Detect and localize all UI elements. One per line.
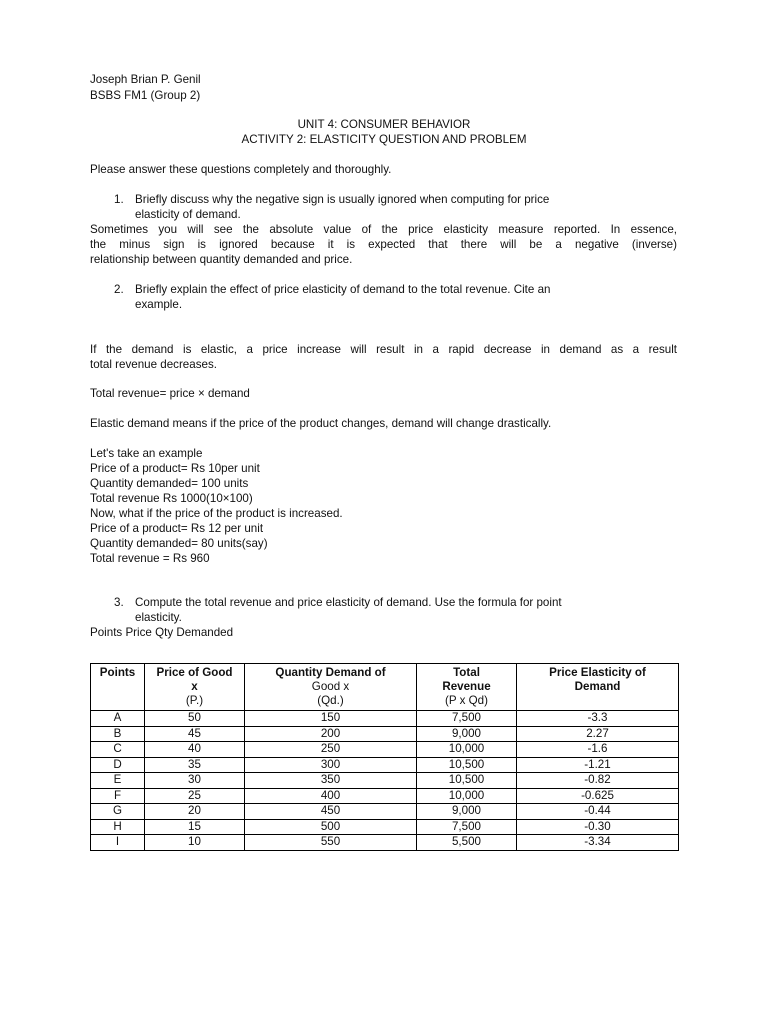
q2-line2: example. [135, 298, 183, 311]
example-line: Total revenue = Rs 960 [90, 552, 210, 565]
table-row [91, 773, 679, 789]
header-total-revenue: Total Revenue (P x Qd) [417, 664, 517, 711]
q1-number: 1. [114, 193, 124, 206]
cell-quantity: 500 [245, 819, 417, 835]
q2-number: 2. [114, 283, 124, 296]
table-row [91, 757, 679, 773]
table-row [91, 742, 679, 758]
example-line: Now, what if the price of the product is increased. [90, 507, 343, 520]
cell-price: 15 [145, 819, 245, 835]
cell-total-revenue: 10,000 [417, 788, 517, 804]
q2-answer-line1: If the demand is elastic, a price increase will result in a rapid decrease in demand as a result [90, 343, 677, 356]
instructions: Please answer these questions completely and thoroughly. [90, 163, 392, 176]
table-row [91, 726, 679, 742]
cell-total-revenue: 10,000 [417, 742, 517, 758]
table-header-row [91, 664, 679, 711]
cell-point: E [91, 773, 145, 789]
cell-quantity: 200 [245, 726, 417, 742]
header-elasticity: Price Elasticity of Demand [517, 664, 679, 711]
cell-quantity: 550 [245, 835, 417, 851]
cell-total-revenue: 10,500 [417, 757, 517, 773]
cell-price: 40 [145, 742, 245, 758]
cell-quantity: 450 [245, 804, 417, 820]
cell-elasticity: -1.21 [517, 757, 679, 773]
q1-answer-line2: the minus sign is ignored because it is expected that there will be a negative (inverse) [90, 238, 677, 251]
cell-point: I [91, 835, 145, 851]
cell-elasticity: -0.625 [517, 788, 679, 804]
cell-price: 25 [145, 788, 245, 804]
table-row [91, 788, 679, 804]
cell-elasticity: -3.3 [517, 711, 679, 727]
cell-point: C [91, 742, 145, 758]
header-points: Points [91, 664, 145, 711]
cell-quantity: 150 [245, 711, 417, 727]
q3-line1: Compute the total revenue and price elasticity of demand. Use the formula for point [135, 596, 562, 609]
q1-answer-line3: relationship between quantity demanded and price. [90, 253, 353, 266]
header-quantity: Quantity Demand of Good x (Qd.) [245, 664, 417, 711]
cell-price: 35 [145, 757, 245, 773]
elastic-note: Elastic demand means if the price of the product changes, demand will change drastically. [90, 417, 552, 430]
cell-price: 30 [145, 773, 245, 789]
table-caption: Points Price Qty Demanded [90, 626, 234, 639]
q1-answer-line1: Sometimes you will see the absolute value of the price elasticity measure reported. In essence, [90, 223, 677, 236]
cell-point: A [91, 711, 145, 727]
cell-elasticity: -0.30 [517, 819, 679, 835]
cell-price: 10 [145, 835, 245, 851]
cell-point: D [91, 757, 145, 773]
cell-point: G [91, 804, 145, 820]
revenue-formula: Total revenue= price × demand [90, 387, 250, 400]
cell-elasticity: -0.44 [517, 804, 679, 820]
header-price: Price of Good x (P.) [145, 664, 245, 711]
cell-total-revenue: 9,000 [417, 804, 517, 820]
cell-point: F [91, 788, 145, 804]
unit-title: UNIT 4: CONSUMER BEHAVIOR [297, 118, 471, 131]
example-line: Quantity demanded= 80 units(say) [90, 537, 268, 550]
cell-quantity: 350 [245, 773, 417, 789]
table-row [91, 804, 679, 820]
cell-total-revenue: 7,500 [417, 711, 517, 727]
cell-elasticity: -1.6 [517, 742, 679, 758]
author-name: Joseph Brian P. Genil [90, 73, 201, 86]
q1-line1: Briefly discuss why the negative sign is usually ignored when computing for price [135, 193, 550, 206]
q2-line1: Briefly explain the effect of price elasticity of demand to the total revenue. Cite an [135, 283, 551, 296]
example-line: Total revenue Rs 1000(10×100) [90, 492, 253, 505]
q3-number: 3. [114, 596, 124, 609]
table-row [91, 835, 679, 851]
cell-elasticity: -3.34 [517, 835, 679, 851]
activity-title: ACTIVITY 2: ELASTICITY QUESTION AND PROBLEM [241, 133, 527, 146]
elasticity-table [90, 663, 679, 851]
cell-quantity: 400 [245, 788, 417, 804]
cell-total-revenue: 10,500 [417, 773, 517, 789]
cell-price: 20 [145, 804, 245, 820]
example-line: Price of a product= Rs 10per unit [90, 462, 260, 475]
cell-total-revenue: 9,000 [417, 726, 517, 742]
table-row [91, 819, 679, 835]
q1-line2: elasticity of demand. [135, 208, 241, 221]
table-row [91, 711, 679, 727]
cell-point: B [91, 726, 145, 742]
cell-total-revenue: 5,500 [417, 835, 517, 851]
example-line: Let's take an example [90, 447, 203, 460]
q2-answer-line2: total revenue decreases. [90, 358, 217, 371]
q3-line2: elasticity. [135, 611, 182, 624]
example-line: Quantity demanded= 100 units [90, 477, 249, 490]
cell-point: H [91, 819, 145, 835]
cell-quantity: 250 [245, 742, 417, 758]
cell-price: 45 [145, 726, 245, 742]
example-line: Price of a product= Rs 12 per unit [90, 522, 264, 535]
cell-elasticity: 2.27 [517, 726, 679, 742]
cell-price: 50 [145, 711, 245, 727]
course-group: BSBS FM1 (Group 2) [90, 89, 201, 102]
cell-quantity: 300 [245, 757, 417, 773]
cell-total-revenue: 7,500 [417, 819, 517, 835]
cell-elasticity: -0.82 [517, 773, 679, 789]
